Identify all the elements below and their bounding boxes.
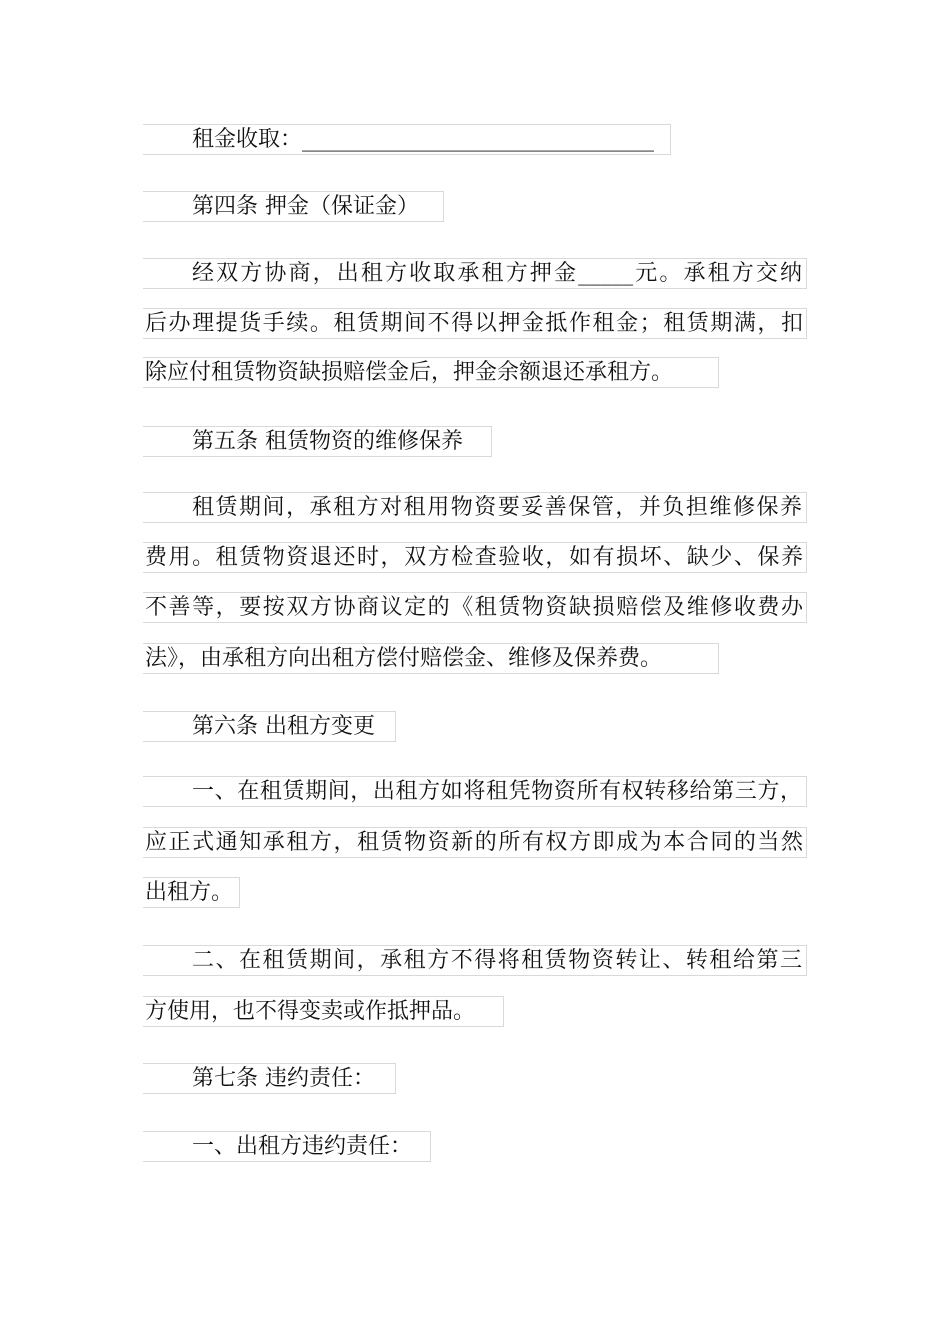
line-text: 除应付租赁物资缺损赔偿金后，押金余额退还承租方。 — [145, 359, 674, 385]
line-text: 二、在租赁期间，承租方不得将租赁物资转让、转租给第三 — [192, 947, 802, 973]
section-heading — [143, 191, 444, 222]
text-line — [143, 357, 719, 388]
text-line — [143, 258, 807, 289]
text-line — [143, 542, 807, 573]
line-text: 第四条 押金（保证金） — [192, 193, 419, 219]
text-line — [143, 124, 671, 155]
text-line — [143, 996, 504, 1027]
text-line — [143, 592, 807, 623]
text-line — [143, 1131, 431, 1162]
line-text: 租金收取：________________________________ — [192, 126, 655, 152]
line-text: 出租方。 — [145, 879, 234, 905]
section-heading — [143, 711, 396, 742]
text-line — [143, 643, 719, 674]
line-text: 应正式通知承租方，租赁物资新的所有权方即成为本合同的当然 — [145, 829, 803, 855]
line-text: 后办理提货手续。租赁期间不得以押金抵作租金；租赁期满，扣 — [145, 310, 803, 336]
text-line — [143, 877, 240, 908]
line-text: 第七条 违约责任： — [192, 1065, 375, 1091]
line-text: 费用。租赁物资退还时，双方检查验收，如有损坏、缺少、保养 — [145, 544, 803, 570]
line-text: 不善等，要按双方协商议定的《租赁物资缺损赔偿及维修收费办 — [145, 594, 803, 620]
text-line — [143, 308, 807, 339]
line-text: 租赁期间，承租方对租用物资要妥善保管，并负担维修保养 — [192, 494, 802, 520]
section-heading — [143, 1063, 396, 1094]
line-text: 一、在租赁期间，出租方如将租凭物资所有权转移给第三方， — [192, 778, 802, 804]
line-text: 法》，由承租方向出租方偿付赔偿金、维修及保养费。 — [145, 645, 663, 671]
line-text: 第五条 租赁物资的维修保养 — [192, 428, 463, 454]
text-line — [143, 776, 807, 807]
text-line — [143, 827, 807, 858]
text-line — [143, 492, 807, 523]
line-text: 方使用，也不得变卖或作抵押品。 — [145, 998, 476, 1024]
line-text: 第六条 出租方变更 — [192, 713, 375, 739]
text-line — [143, 945, 807, 976]
line-text: 一、出租方违约责任： — [192, 1133, 413, 1159]
section-heading — [143, 426, 492, 457]
line-text: 经双方协商，出租方收取承租方押金_____元。承租方交纳 — [192, 260, 802, 286]
